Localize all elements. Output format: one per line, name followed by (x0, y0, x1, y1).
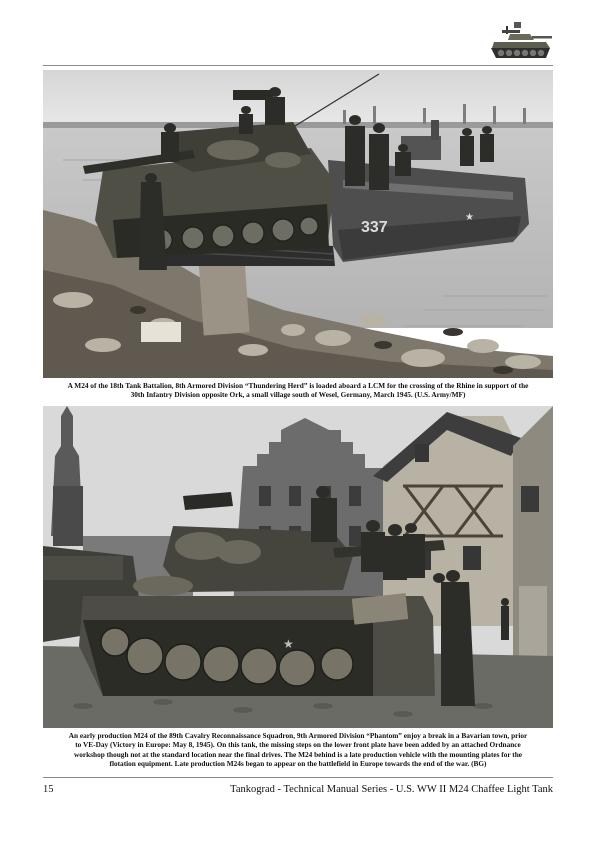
photo-m24-loading-lcm (43, 70, 553, 378)
caption-line: 30th Infantry Division opposite Ork, a small village south of Wesel, Germany, March 1945. (U.S. Army/MF) (130, 390, 466, 400)
footer-series-title: Tankograd - Technical Manual Series - U.S. WW II M24 Chaffee Light Tank (230, 784, 553, 795)
footer-rule (43, 777, 553, 778)
svg-text:★: ★ (283, 637, 294, 651)
caption-line: workshop though not at the standard location near the final drives. The M24 behind is a late production vehicle with the mounting plates for the (73, 749, 523, 759)
page-number: 15 (43, 784, 54, 795)
caption-line: A M24 of the 18th Tank Battalion, 8th Armored Division “Thundering Herd” is loaded aboard a LCM for the crossing of the Rhine in support of the (67, 381, 529, 390)
photo-m24-bavarian-town (43, 406, 553, 728)
photo1-caption (43, 381, 553, 400)
photo2-caption (43, 731, 553, 768)
hull-number: 337 (361, 219, 388, 236)
tank-logo-icon (488, 20, 554, 62)
svg-text:★: ★ (465, 212, 474, 223)
caption-line: to VE-Day (Victory in Europe: May 8, 1945). On this tank, the missing steps on the lower front plate have been added by an attached Ordnance (75, 740, 521, 750)
header-rule (43, 65, 553, 66)
caption-line: flotation equipment. Late production M24s began to appear on the battlefield in Europe towards the end of the war. (BG) (109, 758, 487, 768)
caption-line: An early production M24 of the 89th Cavalry Reconnaissance Squadron, 9th Armored Division “Phantom” enjoy a break in a Bavarian town, prior (68, 731, 528, 740)
